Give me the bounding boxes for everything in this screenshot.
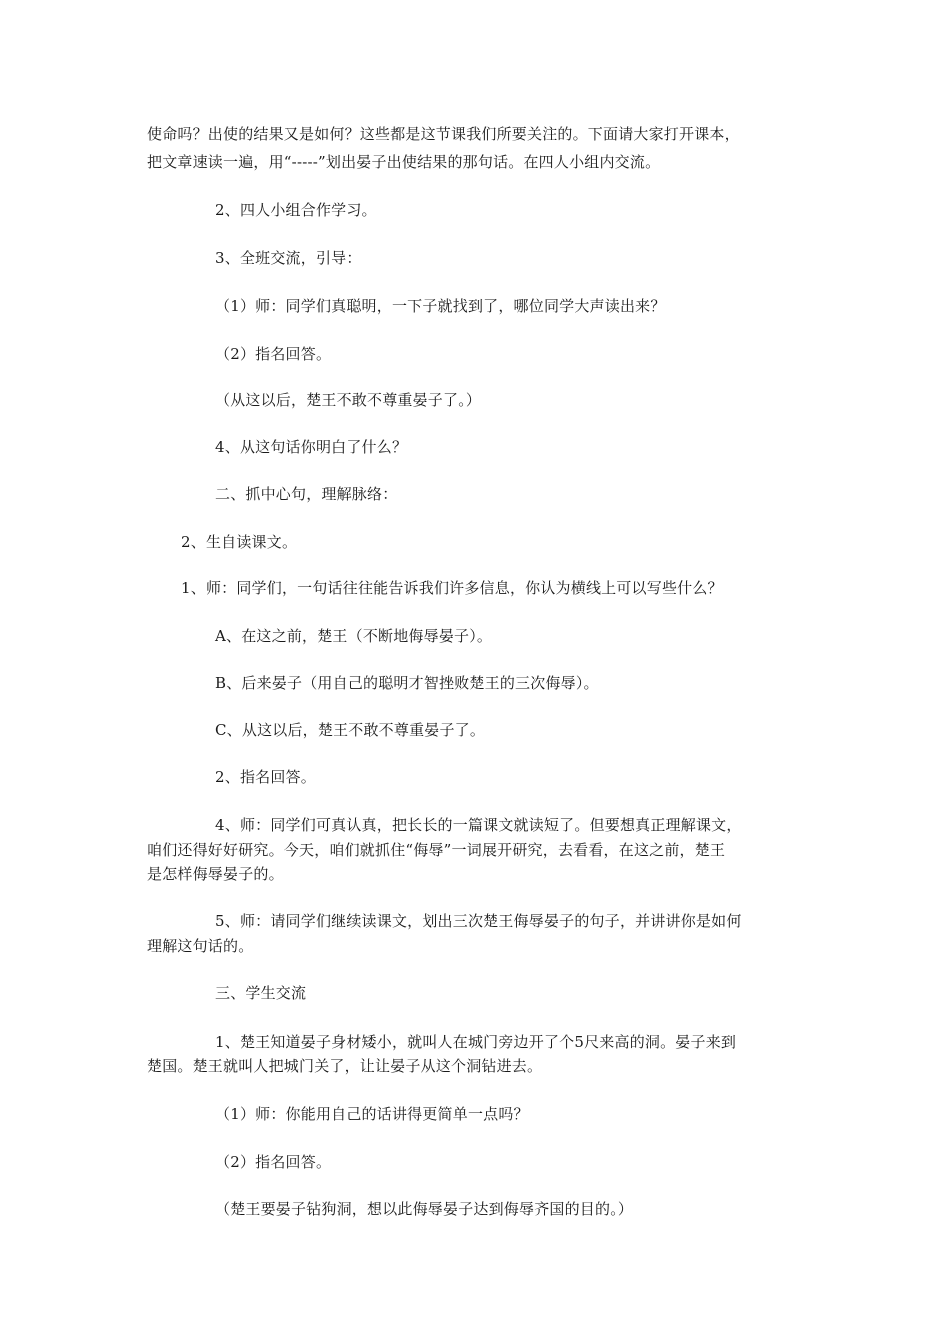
paragraph-name-answer: 2、指名回答。 — [215, 768, 316, 786]
paragraph-self-read: 2、生自读课文。 — [181, 533, 298, 551]
paragraph-option-c: C、从这以后，楚王不敢不尊重晏子了。 — [215, 721, 486, 739]
paragraph-substep-2: （2）指名回答。 — [215, 345, 332, 363]
paragraph-story-1-line-2: 楚国。楚王就叫人把城门关了，让让晏子从这个洞钻进去。 — [147, 1057, 543, 1075]
section-heading-3: 三、学生交流 — [215, 984, 307, 1002]
paragraph-story-substep-2: （2）指名回答。 — [215, 1153, 332, 1171]
paragraph-intro-line-2: 把文章速读一遍，用“-----”划出晏子出使结果的那句话。在四人小组内交流。 — [147, 153, 661, 171]
paragraph-teacher-4-line-2: 咱们还得好好研究。今天，咱们就抓住“侮辱”一词展开研究，去看看，在这之前，楚王 — [147, 841, 726, 859]
paragraph-step-4: 4、从这句话你明白了什么？ — [215, 438, 408, 456]
paragraph-story-answer-note: （楚王要晏子钻狗洞，想以此侮辱晏子达到侮辱齐国的目的。） — [215, 1200, 634, 1218]
paragraph-story-substep-1: （1）师：你能用自己的话讲得更简单一点吗？ — [215, 1105, 529, 1123]
paragraph-option-a: A、在这之前，楚王（不断地侮辱晏子）。 — [215, 627, 493, 645]
section-heading-2: 二、抓中心句，理解脉络： — [215, 485, 398, 503]
paragraph-answer-note: （从这以后，楚王不敢不尊重晏子了。） — [215, 391, 482, 409]
paragraph-option-b: B、后来晏子（用自己的聪明才智挫败楚王的三次侮辱）。 — [215, 674, 599, 692]
paragraph-step-2: 2、四人小组合作学习。 — [215, 201, 377, 219]
paragraph-teacher-4-line-3: 是怎样侮辱晏子的。 — [147, 865, 284, 883]
paragraph-story-1-line-1: 1、楚王知道晏子身材矮小，就叫人在城门旁边开了个5尺来高的洞。晏子来到 — [215, 1033, 737, 1051]
paragraph-teacher-question: 1、师：同学们，一句话往往能告诉我们许多信息，你认为横线上可以写些什么？ — [181, 579, 723, 597]
paragraph-teacher-4-line-1: 4、师：同学们可真认真，把长长的一篇课文就读短了。但要想真正理解课文， — [215, 816, 742, 834]
paragraph-step-3: 3、全班交流，引导： — [215, 249, 362, 267]
paragraph-substep-1: （1）师：同学们真聪明，一下子就找到了，哪位同学大声读出来？ — [215, 297, 666, 315]
paragraph-teacher-5-line-1: 5、师：请同学们继续读课文，划出三次楚王侮辱晏子的句子，并讲讲你是如何 — [215, 912, 742, 930]
paragraph-teacher-5-line-2: 理解这句话的。 — [147, 937, 254, 955]
paragraph-intro-line-1: 使命吗？出使的结果又是如何？这些都是这节课我们所要关注的。下面请大家打开课本， — [147, 125, 740, 143]
